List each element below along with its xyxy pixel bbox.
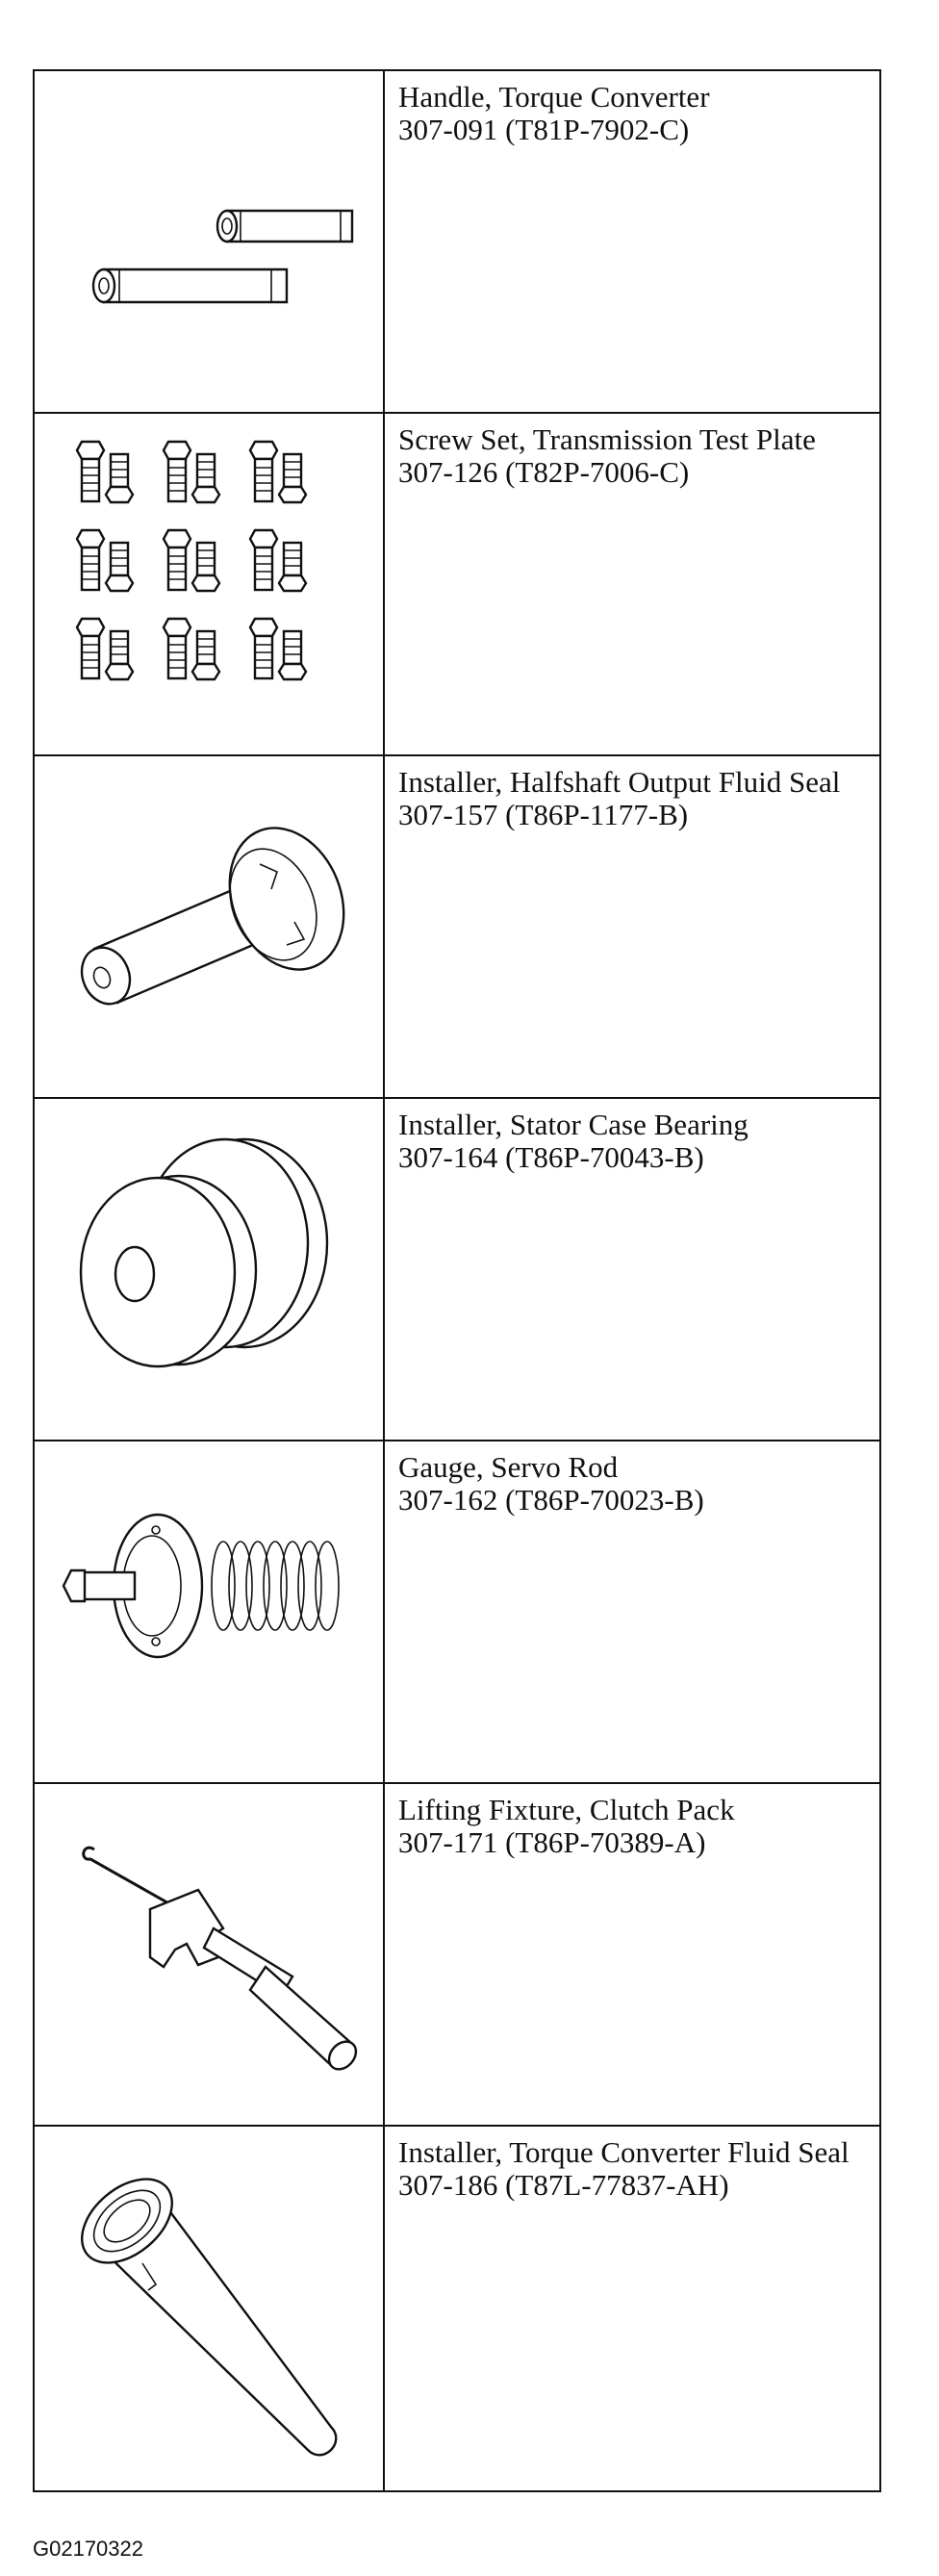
tool-name: Handle, Torque Converter (398, 80, 710, 114)
tool-description-cell (384, 70, 880, 413)
tool-row (34, 1783, 880, 2126)
tool-description-cell (384, 1441, 880, 1783)
servo-rod-gauge-illustration (35, 1441, 383, 1780)
tool-name: Installer, Stator Case Bearing (398, 1108, 749, 1141)
tool-row (34, 1441, 880, 1783)
tool-name: Gauge, Servo Rod (398, 1450, 619, 1484)
tool-name: Lifting Fixture, Clutch Pack (398, 1793, 735, 1826)
tool-illustration-cell (34, 1783, 384, 2126)
tool-illustration-cell (34, 2126, 384, 2491)
tool-part-number: 307-164 (T86P-70043-B) (398, 1140, 704, 1174)
tool-part-number: 307-162 (T86P-70023-B) (398, 1483, 704, 1517)
tool-illustration-cell (34, 413, 384, 755)
tool-name: Installer, Torque Converter Fluid Seal (398, 2135, 850, 2169)
clutch-pack-lifting-fixture-illustration (35, 1784, 383, 2123)
converter-seal-installer-illustration (35, 2127, 383, 2488)
stator-bearing-installer-illustration (35, 1099, 383, 1438)
torque-converter-handle-illustration (35, 71, 383, 410)
figure-id: G02170322 (33, 2537, 143, 2561)
tool-part-number: 307-126 (T82P-7006-C) (398, 455, 690, 489)
tool-description-cell (384, 755, 880, 1098)
tool-description-cell (384, 413, 880, 755)
tool-row (34, 755, 880, 1098)
tool-row (34, 70, 880, 413)
screw-set-illustration (35, 414, 383, 752)
tool-part-number: 307-091 (T81P-7902-C) (398, 113, 690, 146)
tool-row (34, 2126, 880, 2491)
tool-part-number: 307-171 (T86P-70389-A) (398, 1825, 706, 1859)
tool-illustration-cell (34, 1098, 384, 1441)
tool-description-cell (384, 2126, 880, 2491)
tool-row (34, 413, 880, 755)
tool-description-cell (384, 1098, 880, 1441)
tool-illustration-cell (34, 755, 384, 1098)
special-tools-table (33, 69, 881, 2492)
tool-row (34, 1098, 880, 1441)
tool-name: Installer, Halfshaft Output Fluid Seal (398, 765, 841, 799)
tool-description-cell (384, 1783, 880, 2126)
tool-part-number: 307-186 (T87L-77837-AH) (398, 2168, 729, 2202)
tool-illustration-cell (34, 70, 384, 413)
tool-part-number: 307-157 (T86P-1177-B) (398, 798, 689, 831)
tool-name: Screw Set, Transmission Test Plate (398, 422, 816, 456)
tool-illustration-cell (34, 1441, 384, 1783)
halfshaft-seal-installer-illustration (35, 756, 383, 1095)
